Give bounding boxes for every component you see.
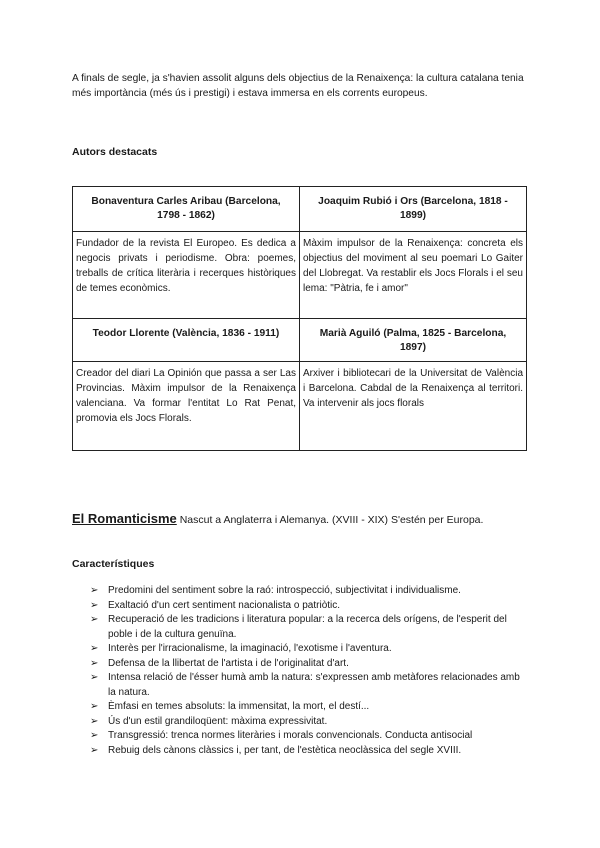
list-item-text: Predomini del sentiment sobre la raó: introspecció, subjectivitat i individualisme.: [108, 585, 461, 596]
author-name: Marià Aguiló (Palma, 1825 - Barcelona, 1897): [319, 328, 507, 353]
author-name-cell: [73, 319, 300, 362]
table-row: [73, 319, 527, 362]
romanticisme-title: El Romanticisme: [72, 511, 177, 526]
author-name: Bonaventura Carles Aribau (Barcelona, 1798 - 1862): [91, 196, 281, 221]
autors-table: [72, 186, 527, 451]
author-description: Creador del diari La Opinión que passa a ser Las Provincias. Màxim impulsor de la Renaixença valenciana. Va formar l'entitat Lo Rat Penat, promovia els Jocs Florals.: [76, 368, 296, 424]
list-item: [90, 599, 530, 614]
caracteristiques-heading: Característiques: [72, 558, 155, 570]
list-item: [90, 657, 530, 672]
author-desc-cell: [300, 232, 527, 319]
list-item: [90, 729, 530, 744]
list-item-text: Rebuig dels cànons clàssics i, per tant, de l'estètica neoclàssica del segle XVIII.: [108, 744, 462, 756]
author-desc-cell: [73, 362, 300, 451]
list-item-text: Recuperació de les tradicions i literatura popular: a la recerca dels orígens, de l'esperit del poble i de la cultura genuïna.: [108, 614, 507, 640]
romanticisme-subtitle: Nascut a Anglaterra i Alemanya. (XVIII - XIX) S'estén per Europa.: [179, 514, 484, 526]
arrow-bullet-icon: ➢: [90, 657, 99, 669]
arrow-bullet-icon: ➢: [90, 643, 99, 654]
table-row: [73, 362, 527, 451]
author-name-cell: [300, 319, 527, 362]
table-row: [73, 232, 527, 319]
list-item: [90, 671, 530, 700]
author-name: Teodor Llorente (València, 1836 - 1911): [92, 328, 280, 339]
author-description: Arxiver i bibliotecari de la Universitat de València i Barcelona. Cabdal de la Renaixença al territori. Va intervenir als jocs florals: [303, 368, 523, 409]
caracteristiques-list: [90, 584, 530, 758]
author-name-cell: [73, 187, 300, 232]
list-item: [90, 613, 530, 642]
author-name-cell: [300, 187, 527, 232]
list-item-text: Èmfasi en temes absoluts: la immensitat, la mort, el destí...: [108, 701, 370, 712]
author-desc-cell: [300, 362, 527, 451]
list-item-text: Transgressió: trenca normes literàries i morals convencionals. Conducta antisocial: [108, 730, 473, 741]
list-item: [90, 700, 530, 715]
list-item: [90, 744, 530, 759]
arrow-bullet-icon: ➢: [90, 730, 99, 741]
author-description: Fundador de la revista El Europeo. Es dedica a negocis privats i periodisme. Obra: poemes, treballs de crítica literària i recerques històriques de temes econòmics.: [76, 238, 296, 294]
autors-heading: Autors destacats: [72, 146, 158, 158]
list-item-text: Intensa relació de l'ésser humà amb la natura: s'expressen amb metàfores relacionades amb la natura.: [108, 672, 520, 698]
arrow-bullet-icon: ➢: [90, 614, 99, 625]
list-item-text: Defensa de la llibertat de l'artista i de l'originalitat d'art.: [108, 657, 349, 669]
romanticisme-heading: [72, 511, 483, 526]
arrow-bullet-icon: ➢: [90, 744, 99, 756]
list-item: [90, 642, 530, 657]
list-item: [90, 715, 530, 730]
arrow-bullet-icon: ➢: [90, 715, 99, 727]
table-row: [73, 187, 527, 232]
list-item-text: Interès per l'irracionalisme, la imaginació, l'exotisme i l'aventura.: [108, 643, 392, 654]
intro-paragraph: A finals de segle, ja s'havien assolit alguns dels objectius de la Renaixença: la cultura catalana tenia més importància (més ús i prestigi) i estava immersa en els corrents europeus.: [72, 73, 524, 99]
arrow-bullet-icon: ➢: [90, 672, 99, 683]
arrow-bullet-icon: ➢: [90, 585, 99, 596]
author-desc-cell: [73, 232, 300, 319]
author-name: Joaquim Rubió i Ors (Barcelona, 1818 - 1899): [318, 196, 508, 221]
list-item: [90, 584, 530, 599]
list-item-text: Exaltació d'un cert sentiment nacionalista o patriòtic.: [108, 599, 341, 611]
list-item-text: Ús d'un estil grandiloqüent: màxima expressivitat.: [108, 715, 328, 727]
author-description: Màxim impulsor de la Renaixença: concreta els objectius del moviment al seu poemari Lo Gaiter del Llobregat. Va restablir els Jocs Florals i el seu lema: "Pàtria, fe i amor": [303, 238, 523, 294]
arrow-bullet-icon: ➢: [90, 701, 99, 712]
arrow-bullet-icon: ➢: [90, 599, 99, 611]
